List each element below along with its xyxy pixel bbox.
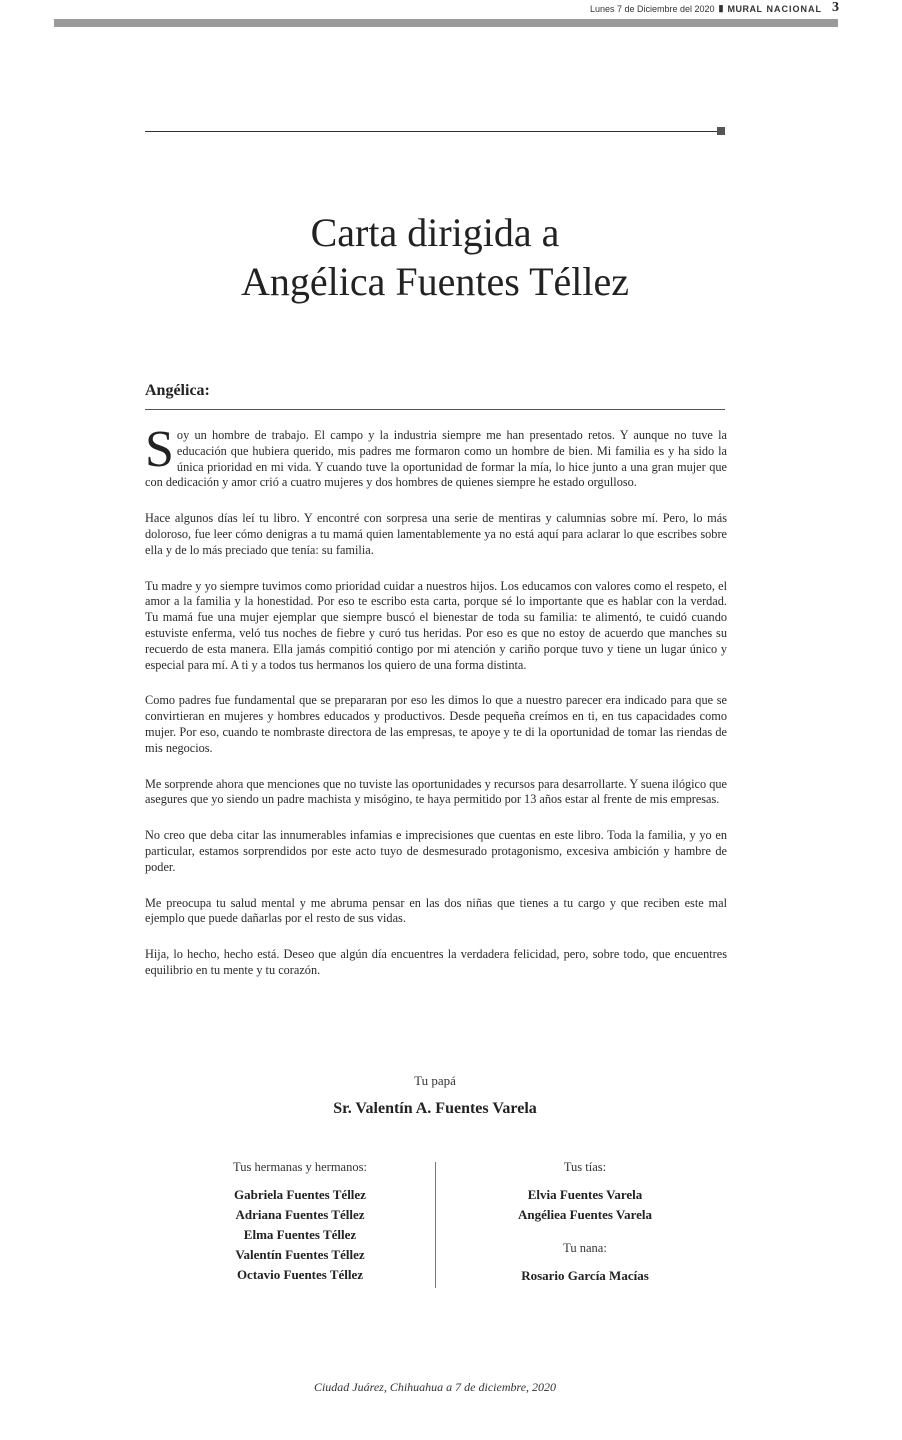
relatives-column — [455, 1160, 715, 1286]
aunts-names — [455, 1185, 715, 1225]
sibling-name: Valentín Fuentes Téllez — [235, 1247, 365, 1262]
header-separator: ▮ — [718, 3, 724, 13]
signature: Sr. Valentín A. Fuentes Varela — [333, 1100, 537, 1117]
header-bar — [54, 19, 838, 27]
sibling-name: Gabriela Fuentes Téllez — [234, 1187, 366, 1202]
top-square-ornament — [717, 127, 725, 135]
letter-title — [145, 208, 725, 306]
letter-body — [145, 421, 727, 999]
header-date: Lunes 7 de Diciembre del 2020 — [589, 3, 715, 14]
sibling-name: Octavio Fuentes Téllez — [236, 1267, 364, 1282]
paragraph-8: Hija, lo hecho, hecho está. Deseo que algún día encuentres la verdadera felicidad, pero, sobre todo, que encuentres equilibrio en tu mente y tu corazón. — [145, 947, 727, 977]
nanny-name: Rosario García Macías — [521, 1268, 649, 1283]
sibling-name: Elma Fuentes Téllez — [243, 1227, 357, 1242]
page-header — [590, 3, 838, 14]
aunt-name: Elvia Fuentes Varela — [527, 1187, 643, 1202]
place-and-date: Ciudad Juárez, Chihuahua a 7 de diciembre, 2020 — [313, 1380, 557, 1394]
siblings-label: Tus hermanas y hermanos: — [233, 1160, 367, 1174]
aunts-label: Tus tías: — [563, 1160, 607, 1174]
column-divider — [435, 1162, 436, 1288]
paragraph-1-text: oy un hombre de trabajo. El campo y la industria siempre me han presentado retos. Y aunque no tuve la educación que hubiera querido, mis padres me formaron como un hombre de bien. Mi familia es y ha sido la única prioridad en mi vida. Y cuando tuve la oportunidad de formar la mía, lo hice junto a una gran mujer que con dedicación y amor crió a cuatro mujeres y dos hombres de quienes siempre he estado orgulloso. — [145, 428, 727, 490]
paragraph-3: Tu madre y yo siempre tuvimos como prioridad cuidar a nuestros hijos. Los educamos con valores como el respeto, el amor a la familia y la honestidad. Por eso te escribo esta carta, porque sé lo importante que es hablar con la verdad. Tu mamá fue una mujer ejemplar que siempre buscó el bienestar de toda su familia: te alimentó, te cuidó cuando estuviste enferma, veló tus noches de fiebre y curó tus heridas. Por eso es que no estoy de acuerdo que manches su recuerdo de esta manera. Ella jamás compitió contigo por mi atención y cariño porque tuvo y tiene un lugar único y especial para mí. A ti y a todos tus hermanos los quiero de una forma distinta. — [145, 578, 727, 672]
dropcap: S — [145, 421, 174, 478]
siblings-column — [180, 1160, 420, 1285]
paragraph-6: No creo que deba citar las innumerables infamias e imprecisiones que cuentas en este libro. Toda la familia, y yo en particular, estamos sorprendidos por este acto tuyo de desmesurado protagonismo, excesiva ambición y hambre de poder. — [145, 828, 727, 874]
nanny-names — [455, 1266, 715, 1286]
nanny-label: Tu nana: — [563, 1241, 607, 1255]
top-rule — [145, 131, 717, 132]
salutation-rule — [145, 409, 725, 410]
sibling-name: Adriana Fuentes Téllez — [235, 1207, 365, 1222]
paragraph-7: Me preocupa tu salud mental y me abruma pensar en las dos niñas que tienes a tu cargo y que reciben este mal ejemplo que puede dañarlas por el resto de sus vidas. — [145, 895, 727, 926]
header-section: NACIONAL — [766, 3, 822, 14]
title-line-1: Carta dirigida a — [310, 210, 560, 255]
paragraph-2: Hace algunos días leí tu libro. Y encontré con sorpresa una serie de mentiras y calumnias sobre mí. Pero, lo más doloroso, fue leer cómo denigras a tu mamá quien lamentablemente ya no está aquí para aclarar lo que escribes sobre ella y de lo más preciado que tenía: su familia. — [145, 511, 727, 557]
paragraph-1 — [145, 421, 727, 491]
paragraph-4: Como padres fue fundamental que se prepararan por eso les dimos lo que a nuestro parecer era indicado para que se convirtieran en mujeres y hombres educados y productivos. Desde pequeña creímos en ti, en tus capacidades como mujer. Por eso, cuando te nombraste directora de las empresas, te apoye y te di la oportunidad de tomar las riendas de mis negocios. — [145, 693, 727, 755]
salutation: Angélica: — [145, 382, 210, 399]
page-number: 3 — [832, 0, 839, 15]
title-line-2: Angélica Fuentes Téllez — [240, 259, 629, 304]
paragraph-5: Me sorprende ahora que menciones que no tuviste las oportunidades y recursos para desarrollarte. Y suena ilógico que asegures que yo siendo un padre machista y misógino, te haya permitido por 13 años estar al frente de mis empresas. — [145, 776, 727, 807]
header-brand: MURAL — [727, 3, 763, 14]
siblings-names — [180, 1185, 420, 1285]
aunt-name: Angéliea Fuentes Varela — [517, 1207, 653, 1222]
closing: Tu papá — [414, 1073, 456, 1088]
